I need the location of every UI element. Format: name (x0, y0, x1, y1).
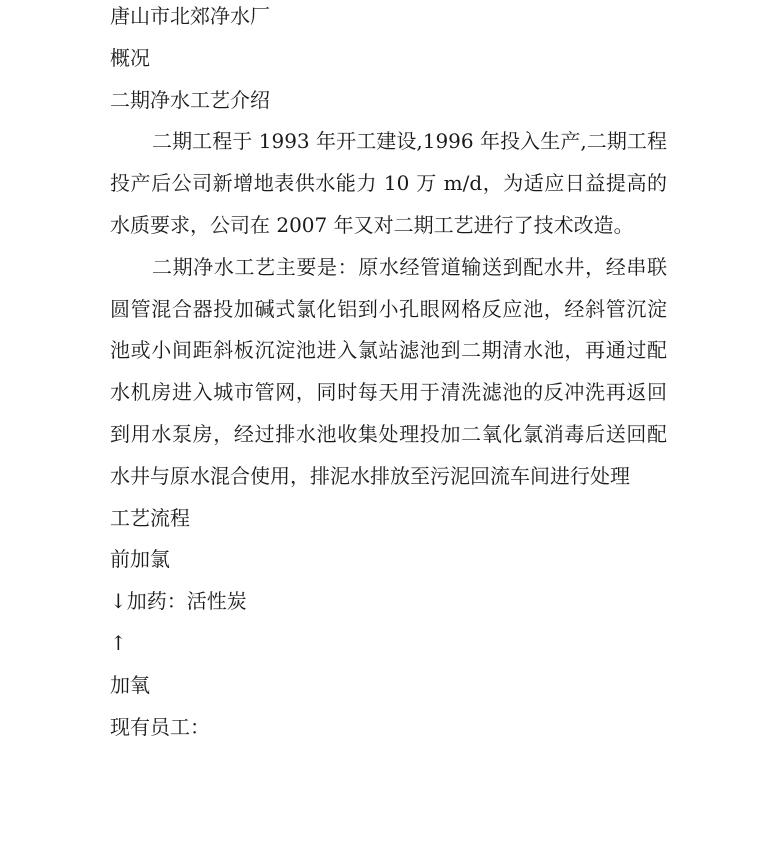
document-title: 唐山市北郊净水厂 (110, 4, 270, 28)
process-intro-heading: 二期净水工艺介绍 (110, 87, 270, 112)
phase-two-project-paragraph: 二期工程于 1993 年开工建设,1996 年投入生产,二期工程投产后公司新增地表供水能力 10 万 m/d，为适应日益提高的水质要求，公司在 2007 年又对二期工艺进行了技术改造。 (110, 129, 667, 237)
flow-heading: 工艺流程 (110, 505, 190, 530)
flow-item-pre-chlorination: 前加氯 (110, 547, 170, 572)
phase-two-process-paragraph: 二期净水工艺主要是：原水经管道输送到配水井，经串联圆管混合器投加碱式氯化铝到小孔眼网格反应池，经斜管沉淀池或小间距斜板沉淀池进入氯站滤池到二期清水池，再通过配水机房进入城市管网，同时每天用于清洗滤池的反冲洗再返回到用水泵房，经过排水池收集处理投加二氧化氯消毒后送回配水井与原水混合使用，排泥水排放至污泥回流车间进行处理 (110, 254, 667, 488)
flow-item-oxygenation: 加氧 (110, 672, 150, 697)
flow-item-dosing-activated-carbon: ↓加药：活性炭 (110, 589, 247, 614)
staff-heading: 现有员工： (110, 714, 210, 739)
flow-item-up-arrow: ↑ (110, 630, 127, 655)
overview-heading: 概况 (110, 45, 150, 70)
document-page (110, 0, 670, 748)
